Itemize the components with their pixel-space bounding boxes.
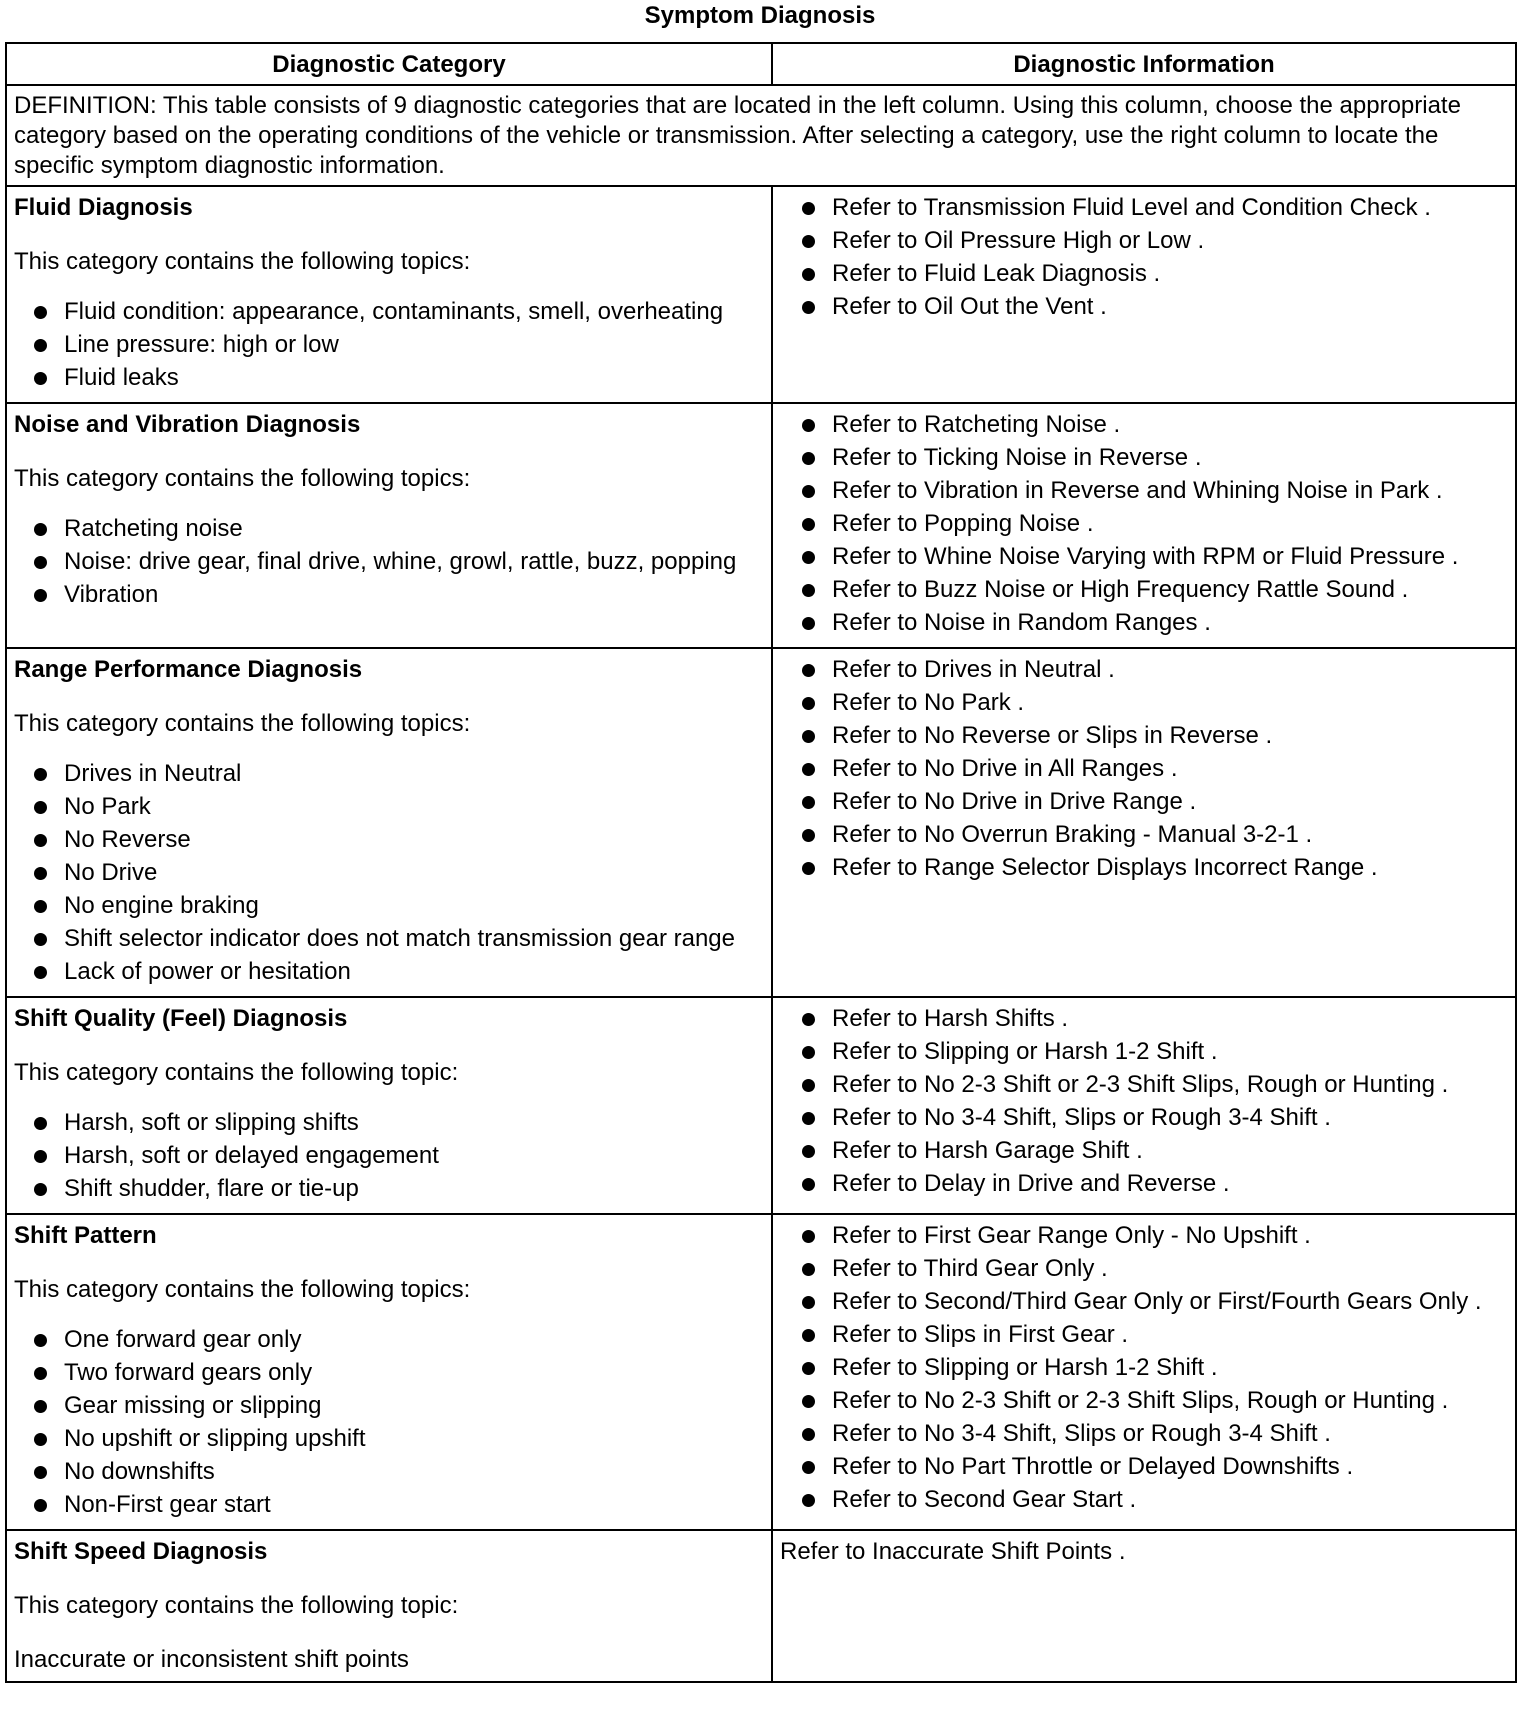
list-item: Shift shudder, flare or tie-up: [14, 1174, 764, 1204]
reference-link[interactable]: Refer to Range Selector Displays Incorrect Range .: [780, 853, 1508, 883]
reference-list: [780, 1221, 1508, 1515]
list-item: No Reverse: [14, 825, 764, 855]
definition-text: DEFINITION: This table consists of 9 diagnostic categories that are located in the left column. Using this column, choose the appropriate category based on the operating conditions of the vehicle or transmission. After selecting a category, use the right column to locate the specific symptom diagnostic information.: [6, 85, 1516, 186]
list-item: Harsh, soft or slipping shifts: [14, 1108, 764, 1138]
list-item: Fluid leaks: [14, 363, 764, 393]
table-row: [6, 403, 1516, 648]
reference-link[interactable]: Refer to Oil Pressure High or Low .: [780, 226, 1508, 256]
list-item: Drives in Neutral: [14, 759, 764, 789]
header-diagnostic-category: Diagnostic Category: [6, 43, 772, 85]
reference-link[interactable]: Refer to Transmission Fluid Level and Condition Check .: [780, 193, 1508, 223]
category-intro: This category contains the following topic:: [14, 1059, 459, 1086]
reference-link[interactable]: Refer to Ticking Noise in Reverse .: [780, 443, 1508, 473]
list-item: Noise: drive gear, final drive, whine, growl, rattle, buzz, popping: [14, 547, 764, 577]
category-title: Noise and Vibration Diagnosis: [14, 411, 361, 438]
info-cell: [772, 648, 1516, 997]
list-item: Shift selector indicator does not match transmission gear range: [14, 924, 764, 954]
topic-list: [14, 759, 764, 987]
reference-link[interactable]: Refer to Noise in Random Ranges .: [780, 608, 1508, 638]
reference-link[interactable]: Refer to No Overrun Braking - Manual 3-2-1 .: [780, 820, 1508, 850]
reference-link[interactable]: Refer to No 3-4 Shift, Slips or Rough 3-4 Shift .: [780, 1419, 1508, 1449]
reference-link[interactable]: Refer to No 2-3 Shift or 2-3 Shift Slips, Rough or Hunting .: [780, 1386, 1508, 1416]
reference-list: [780, 1004, 1508, 1199]
symptom-diagnosis-table: [5, 42, 1517, 1683]
reference-list: [780, 193, 1508, 322]
category-cell: [6, 186, 772, 403]
reference-link[interactable]: Refer to Fluid Leak Diagnosis .: [780, 259, 1508, 289]
reference-link[interactable]: Refer to Slipping or Harsh 1-2 Shift .: [780, 1353, 1508, 1383]
list-item: Gear missing or slipping: [14, 1391, 764, 1421]
table-row: [6, 648, 1516, 997]
reference-link[interactable]: Refer to Second/Third Gear Only or First/Fourth Gears Only .: [780, 1287, 1508, 1317]
topic-list: [14, 514, 764, 610]
category-cell: [6, 648, 772, 997]
reference-link[interactable]: Refer to Oil Out the Vent .: [780, 292, 1508, 322]
reference-link[interactable]: Refer to Harsh Shifts .: [780, 1004, 1508, 1034]
table-row: [6, 1214, 1516, 1530]
list-item: Fluid condition: appearance, contaminants, smell, overheating: [14, 297, 764, 327]
category-title: Shift Speed Diagnosis: [14, 1538, 268, 1565]
list-item: Lack of power or hesitation: [14, 957, 764, 987]
list-item: Non-First gear start: [14, 1490, 764, 1520]
category-intro: This category contains the following topic:: [14, 1592, 459, 1619]
table-row: [6, 186, 1516, 403]
info-cell: [772, 1530, 1516, 1682]
header-diagnostic-information: Diagnostic Information: [772, 43, 1516, 85]
reference-link[interactable]: Refer to Buzz Noise or High Frequency Rattle Sound .: [780, 575, 1508, 605]
reference-link[interactable]: Refer to First Gear Range Only - No Upshift .: [780, 1221, 1508, 1251]
list-item: No engine braking: [14, 891, 764, 921]
list-item: No downshifts: [14, 1457, 764, 1487]
reference-link[interactable]: Refer to No Reverse or Slips in Reverse .: [780, 721, 1508, 751]
reference-link[interactable]: Refer to Delay in Drive and Reverse .: [780, 1169, 1508, 1199]
list-item: Line pressure: high or low: [14, 330, 764, 360]
reference-link[interactable]: Refer to No Park .: [780, 688, 1508, 718]
list-item: No Park: [14, 792, 764, 822]
reference-link[interactable]: Refer to Drives in Neutral .: [780, 655, 1508, 685]
reference-link[interactable]: Refer to Inaccurate Shift Points .: [780, 1538, 1126, 1565]
list-item: Vibration: [14, 580, 764, 610]
table-row: [6, 1530, 1516, 1682]
category-title: Shift Pattern: [14, 1222, 157, 1249]
category-intro: This category contains the following topics:: [14, 710, 471, 737]
reference-link[interactable]: Refer to No 3-4 Shift, Slips or Rough 3-4 Shift .: [780, 1103, 1508, 1133]
reference-link[interactable]: Refer to Vibration in Reverse and Whining Noise in Park .: [780, 476, 1508, 506]
reference-link[interactable]: Refer to Whine Noise Varying with RPM or Fluid Pressure .: [780, 542, 1508, 572]
reference-link[interactable]: Refer to Ratcheting Noise .: [780, 410, 1508, 440]
info-cell: [772, 403, 1516, 648]
category-title: Range Performance Diagnosis: [14, 656, 363, 683]
category-cell: [6, 403, 772, 648]
reference-link[interactable]: Refer to No Drive in All Ranges .: [780, 754, 1508, 784]
reference-link[interactable]: Refer to Second Gear Start .: [780, 1485, 1508, 1515]
category-intro: This category contains the following topics:: [14, 1276, 471, 1303]
category-cell: [6, 1530, 772, 1682]
topic-list: [14, 1325, 764, 1520]
reference-list: [780, 655, 1508, 883]
info-cell: [772, 1214, 1516, 1530]
reference-link[interactable]: Refer to Harsh Garage Shift .: [780, 1136, 1508, 1166]
category-cell: [6, 997, 772, 1214]
list-item: No Drive: [14, 858, 764, 888]
list-item: Ratcheting noise: [14, 514, 764, 544]
list-item: No upshift or slipping upshift: [14, 1424, 764, 1454]
category-topic: Inaccurate or inconsistent shift points: [14, 1646, 409, 1673]
category-cell: [6, 1214, 772, 1530]
list-item: One forward gear only: [14, 1325, 764, 1355]
table-header-row: [6, 43, 1516, 85]
reference-link[interactable]: Refer to Slipping or Harsh 1-2 Shift .: [780, 1037, 1508, 1067]
category-intro: This category contains the following topics:: [14, 465, 471, 492]
reference-link[interactable]: Refer to No Part Throttle or Delayed Downshifts .: [780, 1452, 1508, 1482]
list-item: Harsh, soft or delayed engagement: [14, 1141, 764, 1171]
category-intro: This category contains the following topics:: [14, 248, 471, 275]
page-title: Symptom Diagnosis: [644, 2, 876, 29]
table-row: [6, 997, 1516, 1214]
reference-link[interactable]: Refer to Slips in First Gear .: [780, 1320, 1508, 1350]
reference-link[interactable]: Refer to Third Gear Only .: [780, 1254, 1508, 1284]
reference-link[interactable]: Refer to No Drive in Drive Range .: [780, 787, 1508, 817]
category-title: Shift Quality (Feel) Diagnosis: [14, 1005, 348, 1032]
definition-row: [6, 85, 1516, 186]
reference-link[interactable]: Refer to No 2-3 Shift or 2-3 Shift Slips, Rough or Hunting .: [780, 1070, 1508, 1100]
list-item: Two forward gears only: [14, 1358, 764, 1388]
info-cell: [772, 997, 1516, 1214]
reference-link[interactable]: Refer to Popping Noise .: [780, 509, 1508, 539]
info-cell: [772, 186, 1516, 403]
category-title: Fluid Diagnosis: [14, 194, 193, 221]
topic-list: [14, 1108, 764, 1204]
reference-list: [780, 410, 1508, 638]
topic-list: [14, 297, 764, 393]
